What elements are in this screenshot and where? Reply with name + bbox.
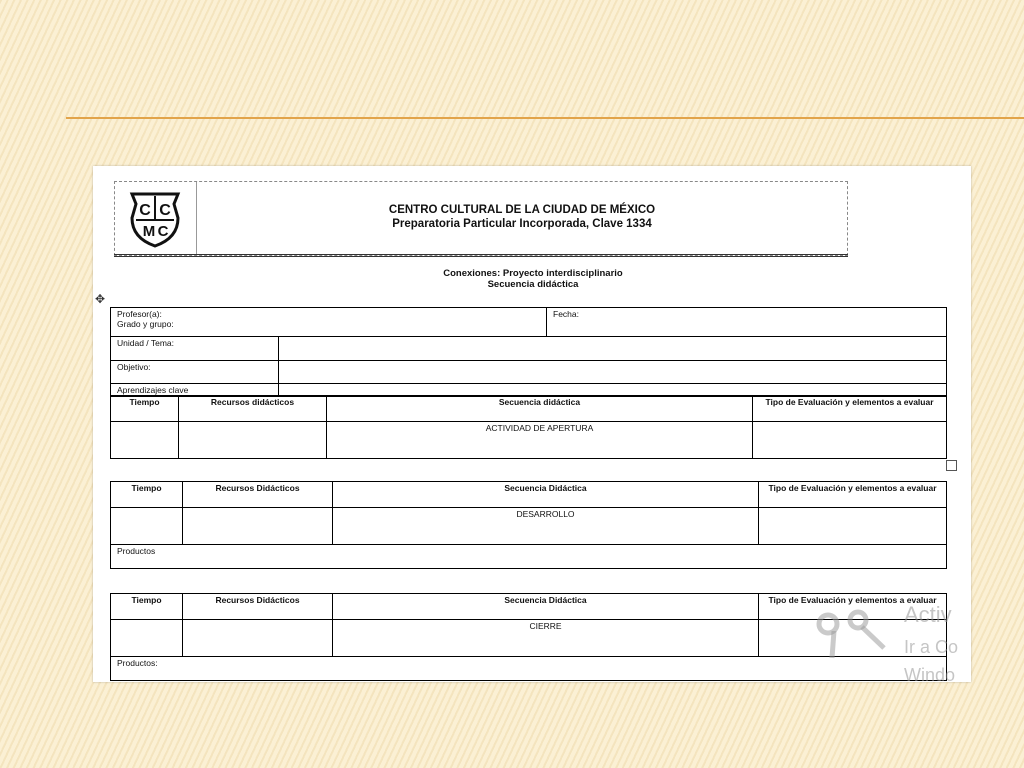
logo-letter: M	[142, 223, 156, 240]
col-tiempo: Tiempo	[111, 396, 179, 422]
grado-label: Grado y grupo:	[117, 319, 174, 329]
productos-cell[interactable]: Productos	[111, 545, 947, 569]
unidad-label: Unidad / Tema:	[111, 337, 279, 361]
letterhead-box	[114, 181, 848, 256]
col-evaluacion: Tipo de Evaluación y elementos a evaluar	[759, 482, 947, 508]
aprendizajes-label: Aprendizajes clave	[111, 384, 279, 397]
institution-name: CENTRO CULTURAL DE LA CIUDAD DE MÉXICO	[388, 204, 656, 216]
slide-accent-line	[66, 117, 1024, 119]
tiempo-cell[interactable]	[111, 620, 183, 657]
apertura-table	[110, 395, 947, 459]
logo-letter: C	[159, 202, 171, 219]
col-secuencia: Secuencia Didáctica	[333, 482, 759, 508]
document-subheading	[293, 268, 773, 290]
evaluacion-cell[interactable]	[753, 422, 947, 459]
letterhead-rule	[114, 254, 848, 257]
col-evaluacion: Tipo de Evaluación y elementos a evaluar	[753, 396, 947, 422]
recursos-cell[interactable]	[183, 508, 333, 545]
fecha-cell[interactable]	[547, 308, 947, 337]
col-recursos: Recursos Didácticos	[183, 594, 333, 620]
watermark-line-2: Ir a Co	[904, 637, 959, 657]
cierre-phase-label[interactable]: CIERRE	[333, 620, 759, 657]
profesor-cell[interactable]	[111, 308, 547, 337]
objetivo-label: Objetivo:	[111, 361, 279, 384]
table-move-icon[interactable]: ✥	[94, 292, 106, 306]
sequence-title: Secuencia didáctica	[487, 279, 579, 290]
info-table	[110, 307, 947, 397]
watermark-line-3: Windo	[904, 665, 956, 685]
col-recursos: Recursos Didácticos	[183, 482, 333, 508]
col-tiempo: Tiempo	[111, 482, 183, 508]
objetivo-value-cell[interactable]	[279, 361, 947, 384]
profesor-label: Profesor(a):	[117, 309, 162, 319]
school-name: Preparatoria Particular Incorporada, Clave 1334	[392, 218, 652, 230]
logo-cell	[115, 182, 197, 255]
fecha-label: Fecha:	[553, 309, 580, 319]
logo-letter: C	[139, 202, 151, 219]
desarrollo-phase-label[interactable]: DESARROLLO	[333, 508, 759, 545]
col-secuencia: Secuencia didáctica	[327, 396, 753, 422]
tiempo-cell[interactable]	[111, 422, 179, 459]
tiempo-cell[interactable]	[111, 508, 183, 545]
recursos-cell[interactable]	[183, 620, 333, 657]
project-title: Conexiones: Proyecto interdisciplinario	[443, 268, 623, 279]
col-secuencia: Secuencia Didáctica	[333, 594, 759, 620]
logo-letter: C	[157, 223, 169, 240]
col-recursos: Recursos didácticos	[179, 396, 327, 422]
apertura-phase-label[interactable]: ACTIVIDAD DE APERTURA	[327, 422, 753, 459]
evaluacion-cell[interactable]	[759, 508, 947, 545]
productos-cell[interactable]: Productos:	[111, 657, 947, 681]
school-logo	[124, 188, 186, 250]
key-icon	[812, 606, 888, 662]
recursos-cell[interactable]	[179, 422, 327, 459]
watermark-line-1: Activ	[904, 602, 952, 627]
unidad-value-cell[interactable]	[279, 337, 947, 361]
letterhead-text	[197, 182, 847, 255]
document-image	[93, 166, 971, 682]
desarrollo-table	[110, 481, 947, 569]
table-resize-handle[interactable]	[946, 460, 957, 471]
col-evaluacion: Tipo de Evaluación y elementos a evaluar	[759, 594, 947, 620]
col-tiempo: Tiempo	[111, 594, 183, 620]
